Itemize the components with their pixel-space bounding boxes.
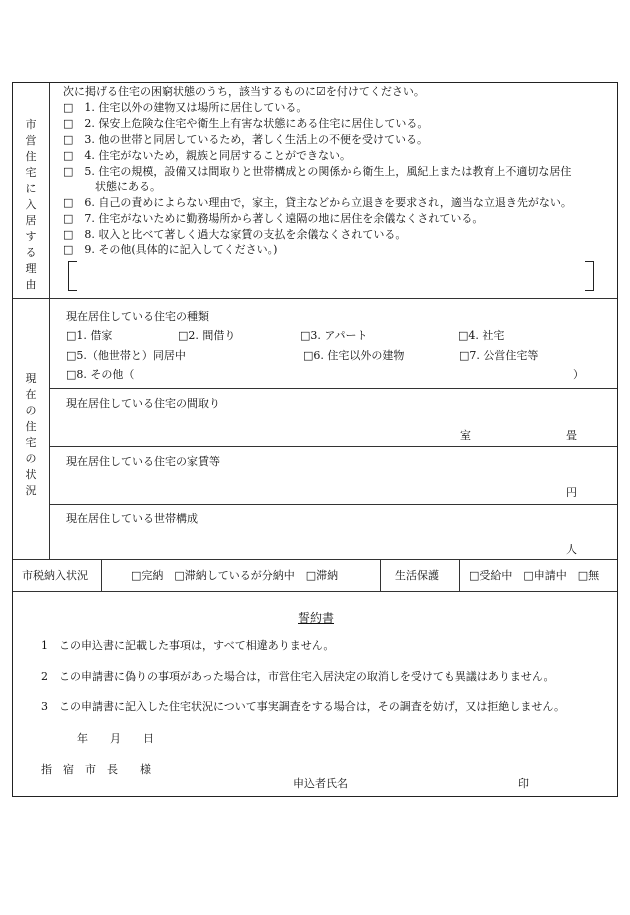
type-non-residential[interactable]: □6. 住宅以外の建物 [303, 349, 405, 362]
applicant-name-label: 申込者氏名 [293, 777, 348, 790]
type-rental-house[interactable]: □1. 借家 [66, 329, 113, 342]
application-form [12, 82, 618, 797]
welfare-options[interactable]: □受給中 □申請中 □無 [469, 569, 600, 582]
oath-item-2: 2 この申請書に偽りの事項があった場合は，市営住宅入居決定の取消しを受けても異議はありません。 [41, 670, 555, 683]
tax-options[interactable]: □完納 □滞納しているが分納中 □滞納 [131, 569, 339, 582]
reason-item-3[interactable]: □ 3. 他の世帯と同居しているため，著しく生活上の不便を受けている。 [63, 133, 428, 146]
oath-date[interactable]: 年 月 日 [77, 732, 154, 745]
oath-addressee: 指 宿 市 長 様 [41, 763, 151, 776]
reason-item-9[interactable]: □ 9. その他(具体的に記入してください。) [63, 243, 278, 256]
reason-item-2[interactable]: □ 2. 保安上危険な住宅や衛生上有害な状態にある住宅に居住している。 [63, 117, 429, 130]
reason-item-4[interactable]: □ 4. 住宅がないため，親族と同居することができない。 [63, 149, 351, 162]
welfare-label: 生活保護 [395, 569, 439, 582]
reason-item-5[interactable]: □ 5. 住宅の規模，設備又は間取りと世帯構成との関係から衛生上，風紀上または教育上不適切な居住 [63, 165, 572, 178]
unit-yen: 円 [566, 486, 577, 499]
seal-mark: 印 [518, 777, 529, 790]
tax-divider-3 [459, 559, 460, 591]
reason-label: 市 営 住 宅 に 入 居 す る 理 由 [25, 118, 37, 291]
current-label: 現 在 の 住 宅 の 状 況 [25, 372, 37, 497]
other-bracket-right [585, 261, 594, 291]
section-divider-tax [13, 591, 617, 592]
section-divider-current [13, 559, 617, 560]
type-other-close: ） [573, 368, 584, 381]
reason-item-5-cont: 状態にある。 [95, 180, 161, 193]
unit-people: 人 [566, 543, 577, 556]
unit-tatami: 畳 [566, 429, 577, 442]
label-column-divider [49, 83, 50, 559]
section-divider-reason [13, 298, 617, 299]
reason-instruction: 次に掲げる住宅の困窮状態のうち，該当するものに☑を付けてください。 [63, 85, 425, 98]
type-company-housing[interactable]: □4. 社宅 [458, 329, 505, 342]
type-other[interactable]: □8. その他（ [66, 368, 135, 381]
reason-item-8[interactable]: □ 8. 収入と比べて著しく過大な家賃の支払を余儀なくされている。 [63, 228, 407, 241]
household-title: 現在居住している世帯構成 [66, 512, 198, 525]
rent-title: 現在居住している住宅の家賃等 [66, 455, 220, 468]
oath-item-3: 3 この申請書に記入した住宅状況について事実調査をする場合は，その調査を妨げ，又は拒絶しません。 [41, 700, 565, 713]
type-cohabiting[interactable]: □5.（他世帯と）同居中 [66, 349, 186, 362]
type-room-rental[interactable]: □2. 間借り [178, 329, 236, 342]
reason-item-6[interactable]: □ 6. 自己の責めによらない理由で，家主，貸主などから立退きを要求され，適当な立退き先がない。 [63, 196, 572, 209]
oath-item-1: 1 この申込書に記載した事項は，すべて相違ありません。 [41, 639, 335, 652]
row-divider-layout [49, 446, 617, 447]
tax-label: 市税納入状況 [22, 569, 88, 582]
row-divider-rent [49, 504, 617, 505]
reason-item-7[interactable]: □ 7. 住宅がないために勤務場所から著しく遠隔の地に居住を余儀なくされている。 [63, 212, 484, 225]
row-divider-types [49, 388, 617, 389]
reason-item-1[interactable]: □ 1. 住宅以外の建物又は場所に居住している。 [63, 101, 308, 114]
tax-divider-1 [101, 559, 102, 591]
type-apartment[interactable]: □3. アパート [300, 329, 368, 342]
oath-title: 誓約書 [298, 611, 335, 625]
other-bracket-left [68, 261, 77, 291]
tax-divider-2 [380, 559, 381, 591]
type-public-housing[interactable]: □7. 公営住宅等 [459, 349, 539, 362]
unit-room: 室 [460, 429, 471, 442]
housing-type-title: 現在居住している住宅の種類 [66, 310, 209, 323]
layout-title: 現在居住している住宅の間取り [66, 397, 220, 410]
